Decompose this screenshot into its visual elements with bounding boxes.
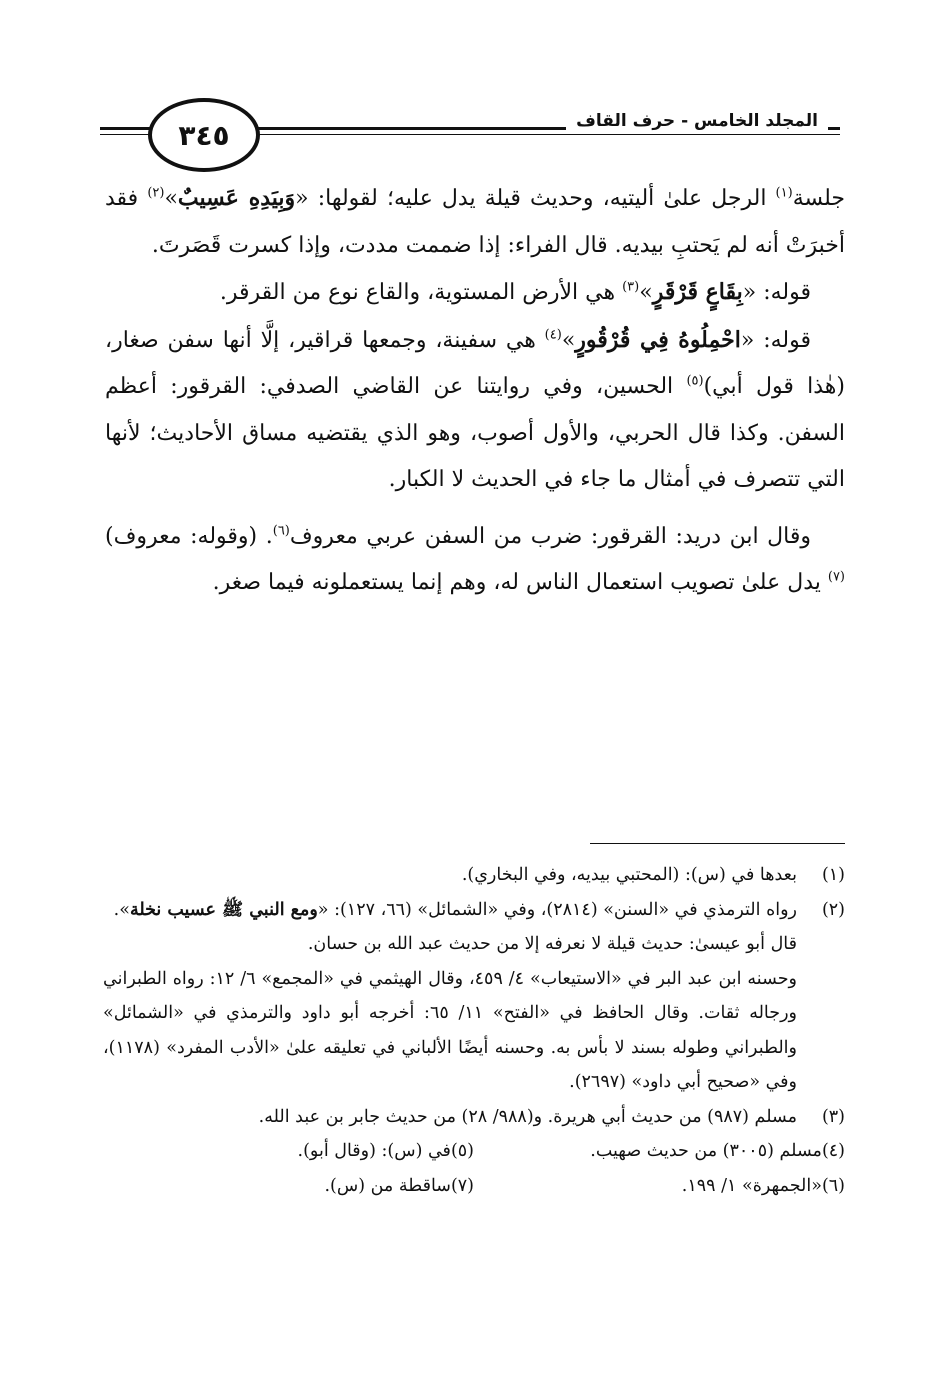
page-number: ٣٤٥ xyxy=(148,98,260,172)
footnote-number: (٣) xyxy=(821,1106,845,1127)
text: » xyxy=(561,327,576,353)
footnote-ref: (٥) xyxy=(686,373,704,389)
footnote-2 xyxy=(103,893,845,928)
footnote-ref: (٤) xyxy=(544,327,562,343)
footnote-number: (١) xyxy=(821,865,845,885)
main-text xyxy=(105,175,845,607)
hadith-quote: بِقَاعٍ قَرْقَرٍ xyxy=(652,279,743,305)
footnote-1 xyxy=(103,858,845,893)
footnote-7 xyxy=(103,1169,474,1204)
footnote-number: (٤) xyxy=(821,1141,845,1161)
footnote-3 xyxy=(103,1100,845,1135)
text: الرجل علىٰ أليتيه، وحديث قيلة يدل عليه؛ لقولها: « xyxy=(295,186,776,211)
text: فقد أخبرَتْ أنه لم يَحتبِ بيديه. قال الفراء: إذا ضممت مددت، وإذا كسرت قَصَرتَ. xyxy=(105,186,845,258)
footnote-ref: (٢) xyxy=(147,185,165,201)
footnote-2-line3: وحسنه ابن عبد البر في «الاستيعاب» ٤/ ٤٥٩، وقال الهيثمي في «المجمع» ٦/ ١٢: رواه الطبراني ورجاله ثقات. وقال الحافظ في «الفتح» ١١/ ٦٥: أخرجه أبو داود والترمذي في «الشمائل» والطبراني وطوله بسند لا بأس به. وحسنه أيضًا الألباني في تعليقه علىٰ «الأدب المفرد» (١١٧٨)، وفي «صحيح أبي داود» (٢٦٩٧). xyxy=(103,968,797,1092)
footnote-ref: (١) xyxy=(775,185,793,201)
text: قوله: « xyxy=(742,280,811,305)
footnote-row-6-7 xyxy=(103,1169,845,1204)
footnote-text: في (س): (وقال أبو). xyxy=(297,1141,451,1161)
footnote-text: «الجمهرة» ١/ ١٩٩. xyxy=(681,1175,822,1196)
footnote-number: (٥) xyxy=(450,1141,474,1161)
text: » xyxy=(164,186,178,211)
page-header xyxy=(100,95,840,175)
text: رواه الترمذي في «السنن» (٢٨١٤)، وفي «الشمائل» (٦٦، ١٢٧): « xyxy=(317,899,797,920)
text: جلسة xyxy=(792,186,845,211)
paragraph-2 xyxy=(105,269,845,317)
footnote-ref: (٧) xyxy=(827,569,845,585)
text: . (وقوله: معروف) xyxy=(105,523,273,549)
footnote-text: بعدها في (س): (المحتبي بيديه، وفي البخاري). xyxy=(461,865,797,885)
footnote-4 xyxy=(474,1134,845,1169)
text: قوله: « xyxy=(740,327,811,353)
paragraph-1 xyxy=(105,175,845,269)
footnote-number: (٦) xyxy=(821,1175,845,1196)
text: الحسين، وفي روايتنا عن القاضي الصدفي: القرقور: أعظم السفن. وكذا قال الحربي، والأول أصوب، وهو الذي يقتضيه مساق الأحاديث؛ لأنها التي تتصرف في أمثال ما جاء في الحديث لا الكبار. xyxy=(105,374,845,492)
footnote-text: ساقطة من (س). xyxy=(324,1175,451,1196)
paragraph-4 xyxy=(105,514,845,607)
footnote-text: مسلم (٩٨٧) من حديث أبي هريرة. و(٩٨٨/ ٢٨) من حديث جابر بن عبد الله. xyxy=(258,1106,797,1127)
hadith-quote: وَبِيَدِهِ عَسِيبٌ xyxy=(177,185,296,211)
text: هي سفينة، وجمعها قراقير، إلَّا أنها سفن صغار، (هٰذا قول أبي) xyxy=(105,327,845,399)
hadith-quote: احْمِلُوهُ فِي قُرْقُورٍ xyxy=(575,326,741,353)
footnote-2-line2: قال أبو عيسىٰ: حديث قيلة لا نعرفه إلا من حديث عبد الله بن حسان. xyxy=(307,934,797,954)
footnote-row-4-5 xyxy=(103,1134,845,1169)
running-title: المجلد الخامس - حرف القاف xyxy=(566,111,828,131)
footnote-divider xyxy=(590,843,845,844)
text: » xyxy=(639,280,653,305)
paragraph-3 xyxy=(105,317,845,504)
footnote-text xyxy=(103,893,797,928)
footnote-ref: (٦) xyxy=(272,523,290,539)
footnote-number: (٧) xyxy=(450,1175,474,1196)
footnote-5 xyxy=(103,1134,474,1169)
footnote-text: مسلم (٣٠٠٥) من حديث صهيب. xyxy=(590,1141,822,1161)
footnotes xyxy=(103,858,845,1203)
footnote-ref: (٣) xyxy=(622,279,640,295)
footnote-number: (٢) xyxy=(821,899,845,920)
footnote-6 xyxy=(474,1169,845,1204)
text: يدل علىٰ تصويب استعمال الناس له، وهم إنما يستعملونه فيما صغر. xyxy=(212,570,828,595)
text: وقال ابن دريد: القرقور: ضرب من السفن عربي معروف xyxy=(289,523,811,549)
text: هي الأرض المستوية، والقاع نوع من القرقر. xyxy=(219,280,623,305)
hadith-quote: ومع النبي ﷺ عسيب نخلة xyxy=(129,899,318,920)
text: ». xyxy=(113,899,130,920)
